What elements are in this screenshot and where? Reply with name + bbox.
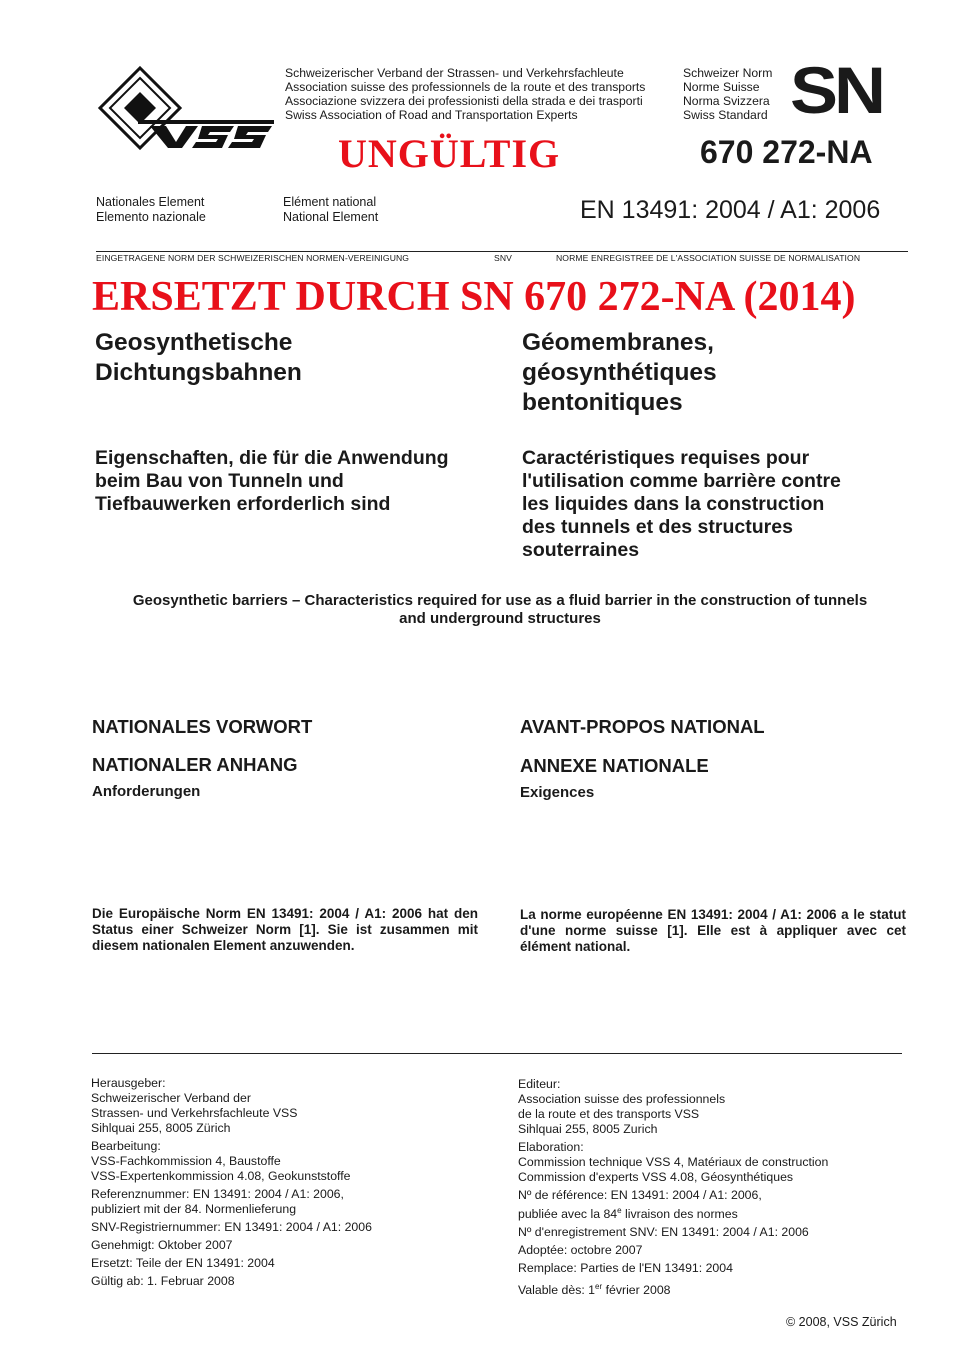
registration-de: EINGETRAGENE NORM DER SCHWEIZERISCHEN NORMEN-VEREINIGUNG [96, 253, 410, 263]
subtitle-fr-line: l'utilisation comme barrière contre [522, 470, 841, 492]
subtitle-de-line: Eigenschaften, die für die Anwendung [95, 447, 449, 469]
assoc-line-en: Swiss Association of Road and Transportation Experts [285, 108, 578, 122]
element-label-de: Nationales Element [96, 195, 205, 209]
footer-fr-valid-sup: er [595, 1282, 603, 1292]
section-requirements-fr: Exigences [520, 784, 595, 801]
subtitle-fr-line: Caractéristiques requises pour [522, 447, 810, 469]
section-annex-de: NATIONALER ANHANG [92, 754, 298, 775]
title-fr [522, 328, 717, 418]
standard-code: 670 272-NA [700, 134, 873, 170]
footer-de-edit-label: Bearbeitung: [91, 1139, 161, 1153]
association-names [285, 66, 645, 122]
footer-de-approved: Genehmigt: Oktober 2007 [91, 1238, 233, 1252]
footer-fr [518, 1077, 828, 1298]
assoc-line-de: Schweizerischer Verband der Strassen- und Verkehrsfachleute [285, 66, 624, 80]
title-de [95, 328, 302, 388]
footer-fr-publisher-1: Association suisse des professionnels [518, 1092, 726, 1106]
footer-fr-replaces: Remplace: Parties de l'EN 13491: 2004 [518, 1261, 733, 1276]
norm-labels [683, 66, 772, 122]
subtitle-fr-line: les liquides dans la construction [522, 493, 825, 515]
footer-fr-valid [518, 1279, 828, 1298]
element-label-it: Elemento nazionale [96, 209, 206, 224]
registration-divider [96, 251, 908, 252]
registration-snv: SNV [494, 253, 512, 263]
assoc-line-fr: Association suisse des professionnels de la route et des transports [285, 80, 646, 94]
section-foreword-fr: AVANT-PROPOS NATIONAL [520, 716, 765, 737]
invalid-stamp: UNGÜLTIG [338, 131, 561, 176]
norm-label-de: Schweizer Norm [683, 66, 773, 80]
registration-fr: NORME ENREGISTREE DE L'ASSOCIATION SUISSE DE NORMALISATION [556, 253, 861, 263]
title-fr-line: bentonitiques [522, 389, 683, 416]
footer-de-edit-1: VSS-Fachkommission 4, Baustoffe [91, 1154, 281, 1168]
footer-de-ref-1: Referenznummer: EN 13491: 2004 / A1: 2006, [91, 1187, 344, 1201]
footer-fr-ref-2-sup: e [617, 1206, 622, 1215]
title-de-line: Dichtungsbahnen [95, 359, 302, 386]
element-label-de-it [96, 195, 206, 224]
footer-de-publisher-3: Sihlquai 255, 8005 Zürich [91, 1121, 231, 1135]
footer-de-replaces: Ersetzt: Teile der EN 13491: 2004 [91, 1256, 275, 1270]
footer-de-ref-2: publiziert mit der 84. Normenlieferung [91, 1202, 297, 1216]
statement-fr: La norme européenne EN 13491: 2004 / A1: 2006 a le statut d'une norme suisse [1]. Elle est à appliquer avec cet élément national. [520, 907, 906, 954]
subtitle-fr-line: souterraines [522, 539, 640, 561]
footer-de-valid: Gültig ab: 1. Februar 2008 [91, 1274, 235, 1288]
element-label-en: National Element [283, 209, 379, 224]
footer-fr-valid-a: Valable dès: 1 [518, 1283, 596, 1298]
element-label-fr-en [283, 195, 378, 224]
sn-logo: SN [790, 54, 883, 128]
footer-de [91, 1076, 372, 1289]
footer-de-publisher-label: Herausgeber: [91, 1076, 166, 1090]
title-fr-line: géosynthétiques [522, 359, 717, 386]
subtitle-fr [522, 447, 841, 562]
footer-fr-publisher-3: Sihlquai 255, 8005 Zurich [518, 1122, 658, 1136]
footer-fr-ref-2-a: publiée avec la 84 [518, 1207, 618, 1222]
subtitle-fr-line: des tunnels et des structures [522, 516, 793, 538]
footer-de-snv-reg: SNV-Registriernummer: EN 13491: 2004 / A1: 2006 [91, 1220, 372, 1234]
footer-fr-snv-reg: Nº d'enregistrement SNV: EN 13491: 2004 / A1: 2006 [518, 1225, 809, 1240]
section-foreword-de: NATIONALES VORWORT [92, 716, 313, 737]
replaced-stamp: ERSETZT DURCH SN 670 272-NA (2014) [92, 274, 856, 320]
footer-fr-ref-1: Nº de référence: EN 13491: 2004 / A1: 2006, [518, 1188, 762, 1202]
footer-de-publisher-2: Strassen- und Verkehrsfachleute VSS [91, 1106, 298, 1120]
title-de-line: Geosynthetische [95, 329, 293, 356]
footer-fr-ref-2-b: livraison des normes [621, 1207, 738, 1222]
norm-label-en: Swiss Standard [683, 108, 768, 122]
assoc-line-it: Associazione svizzera dei professionisti della strada e dei trasporti [285, 94, 643, 108]
subtitle-de [95, 447, 449, 516]
footer-fr-edit-label: Elaboration: [518, 1140, 584, 1154]
footer-fr-valid-b: février 2008 [602, 1283, 671, 1298]
section-annex-fr: ANNEXE NATIONALE [520, 755, 709, 776]
element-label-fr: Elément national [283, 195, 377, 209]
footer-fr-publisher-2: de la route et des transports VSS [518, 1107, 700, 1121]
title-en [92, 592, 908, 628]
footer-fr-edit-1: Commission technique VSS 4, Matériaux de construction [518, 1155, 829, 1169]
section-requirements-de: Anforderungen [92, 783, 201, 800]
title-en-line: Geosynthetic barriers – Characteristics required for use as a fluid barrier in the construction of tunnels [132, 592, 868, 609]
copyright: © 2008, VSS Zürich [786, 1315, 897, 1329]
en-number: EN 13491: 2004 / A1: 2006 [580, 196, 881, 224]
footer-fr-ref-2 [518, 1203, 828, 1222]
footer-fr-approved: Adoptée: octobre 2007 [518, 1243, 643, 1258]
footer-de-publisher-1: Schweizerischer Verband der [91, 1091, 251, 1105]
footer-fr-edit-2: Commission d'experts VSS 4.08, Géosynthétiques [518, 1170, 794, 1184]
statement-de: Die Europäische Norm EN 13491: 2004 / A1: 2006 hat den Status einer Schweizer Norm [1]. Sie ist zusammen mit diesem nationalen Element anzuwenden. [92, 906, 478, 953]
subtitle-de-line: beim Bau von Tunneln und [95, 470, 344, 492]
footer-de-edit-2: VSS-Expertenkommission 4.08, Geokunststoffe [91, 1169, 351, 1183]
footer-fr-publisher-label: Editeur: [518, 1077, 561, 1091]
title-fr-line: Géomembranes, [522, 329, 714, 356]
footer-divider [92, 1053, 902, 1054]
subtitle-de-line: Tiefbauwerken erforderlich sind [95, 493, 391, 515]
norm-label-it: Norma Svizzera [683, 94, 770, 108]
title-en-line: and underground structures [399, 610, 601, 627]
vss-logo [94, 64, 276, 152]
norm-label-fr: Norme Suisse [683, 80, 760, 94]
